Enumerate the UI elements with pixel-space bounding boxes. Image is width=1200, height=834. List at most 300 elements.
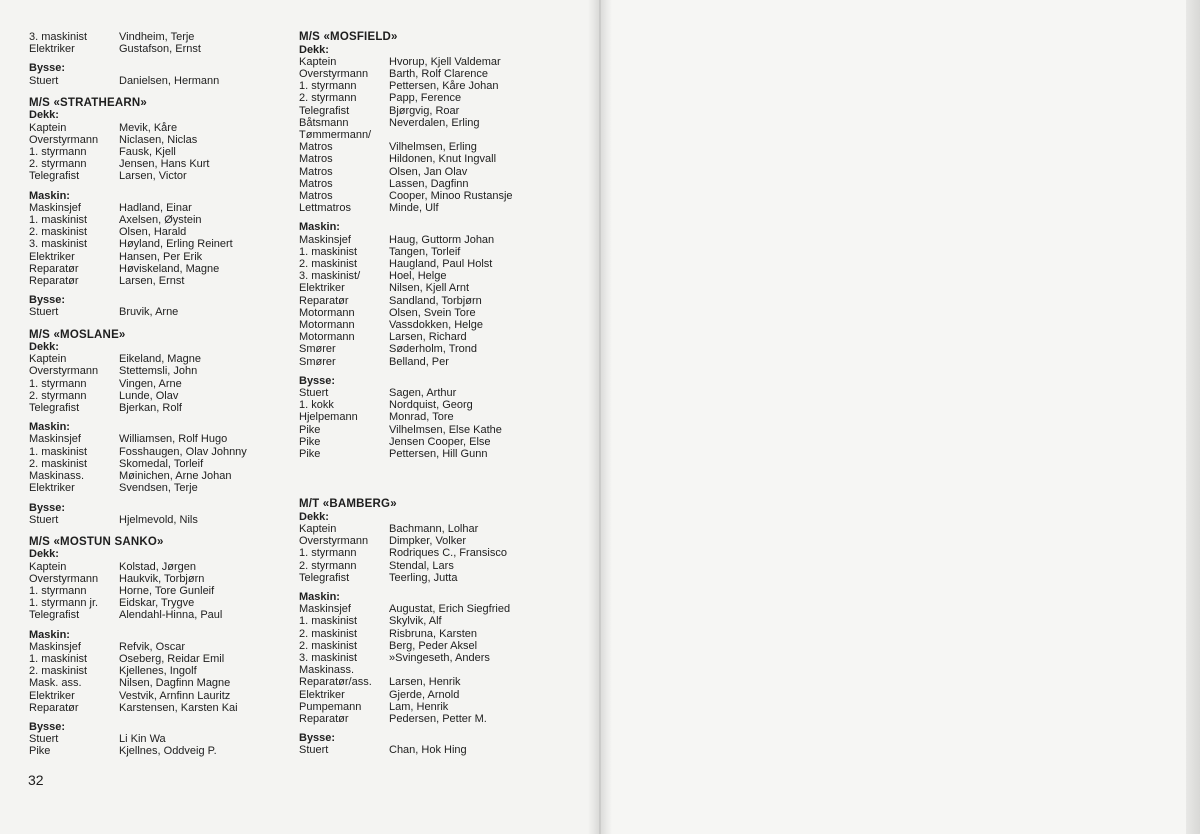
crew-row xyxy=(299,603,584,615)
crew-row xyxy=(29,31,299,43)
crew-name: Refvik, Oscar xyxy=(119,640,186,653)
crew-role: Maskinsjef xyxy=(299,233,351,246)
section-title: Maskin: xyxy=(29,421,70,434)
crew-row xyxy=(29,402,299,414)
crew-row xyxy=(29,458,299,470)
crew-name: Chan, Hok Hing xyxy=(389,744,467,757)
crew-row xyxy=(29,585,299,597)
crew-role: 1. maskinist xyxy=(29,653,88,666)
page-number: 32 xyxy=(28,772,44,788)
crew-section xyxy=(299,44,584,215)
crew-row xyxy=(29,306,299,318)
crew-row xyxy=(299,628,584,640)
crew-row xyxy=(29,745,299,757)
crew-role: Motormann xyxy=(299,318,355,331)
crew-role: 1. kokk xyxy=(299,399,334,412)
crew-role: Pike xyxy=(299,423,321,436)
crew-row xyxy=(299,399,584,411)
crew-row xyxy=(29,702,299,714)
crew-role: Reparatør xyxy=(299,294,349,307)
section-title: Bysse: xyxy=(299,374,336,387)
crew-name: Larsen, Henrik xyxy=(389,676,461,689)
crew-name: Fosshaugen, Olav Johnny xyxy=(119,445,247,458)
crew-name: Eikeland, Magne xyxy=(119,353,201,366)
crew-row xyxy=(29,122,299,134)
crew-name: Oseberg, Reidar Emil xyxy=(119,653,225,666)
crew-section xyxy=(29,31,299,55)
crew-row xyxy=(299,436,584,448)
crew-name: Nordquist, Georg xyxy=(389,399,473,412)
crew-name: Svendsen, Terje xyxy=(119,482,198,495)
crew-section xyxy=(29,190,299,288)
crew-role: 1. styrmann xyxy=(29,585,87,598)
crew-role: 2. styrmann xyxy=(299,559,357,572)
crew-role: 2. maskinist xyxy=(299,627,358,640)
crew-name: Minde, Ulf xyxy=(389,202,439,215)
crew-role: Matros xyxy=(299,153,333,166)
crew-role: Telegrafist xyxy=(29,402,80,415)
crew-row xyxy=(29,597,299,609)
right-page-blank xyxy=(600,0,1200,834)
crew-role: 2. maskinist xyxy=(299,257,358,270)
crew-row xyxy=(29,677,299,689)
ship-block xyxy=(299,498,584,756)
crew-name: Fausk, Kjell xyxy=(119,145,176,158)
page-edge xyxy=(1186,0,1200,834)
crew-row xyxy=(299,689,584,701)
crew-role: Maskinass. xyxy=(299,664,355,677)
crew-name: Vestvik, Arnfinn Lauritz xyxy=(119,689,231,702)
crew-name: Bjørgvig, Roar xyxy=(389,104,460,117)
crew-name: Bruvik, Arne xyxy=(119,306,179,319)
crew-role: 1. styrmann xyxy=(29,377,87,390)
crew-row xyxy=(299,523,584,535)
crew-name: Høyland, Erling Reinert xyxy=(119,238,233,251)
crew-row xyxy=(29,365,299,377)
crew-name: Danielsen, Hermann xyxy=(119,74,220,87)
crew-name: Vindheim, Terje xyxy=(119,31,195,43)
crew-row xyxy=(299,448,584,460)
crew-name: Skomedal, Torleif xyxy=(119,457,204,470)
crew-role: Elektriker xyxy=(299,688,345,701)
ship-title: M/S «STRATHEARN» xyxy=(29,96,147,109)
crew-section xyxy=(29,341,299,414)
crew-row xyxy=(299,676,584,688)
crew-name: Li Kin Wa xyxy=(119,733,166,746)
section-title: Maskin: xyxy=(29,189,70,202)
crew-name: Axelsen, Øystein xyxy=(119,213,202,226)
ship-block xyxy=(29,97,299,319)
crew-row xyxy=(299,664,584,676)
crew-role: Båtsmann xyxy=(299,116,349,129)
crew-name: Hvorup, Kjell Valdemar xyxy=(389,55,501,68)
crew-name: Tangen, Torleif xyxy=(389,245,461,258)
crew-role: Reparatør xyxy=(299,712,349,725)
crew-row xyxy=(299,56,584,68)
crew-name: Teerling, Jutta xyxy=(389,571,458,584)
crew-name: Nilsen, Dagfinn Magne xyxy=(119,677,231,690)
crew-name: Kjellenes, Ingolf xyxy=(119,665,197,678)
crew-role: Maskinass. xyxy=(29,470,85,483)
crew-name: Stendal, Lars xyxy=(389,559,454,572)
crew-role: Overstyrmann xyxy=(29,133,99,146)
crew-name: Olsen, Harald xyxy=(119,226,187,239)
crew-column-right xyxy=(299,31,584,767)
crew-row xyxy=(29,446,299,458)
crew-row xyxy=(299,80,584,92)
crew-row xyxy=(29,146,299,158)
crew-role: 2. maskinist xyxy=(29,457,88,470)
crew-role: 2. maskinist xyxy=(29,665,88,678)
crew-name: Vassdokken, Helge xyxy=(389,318,483,331)
crew-name xyxy=(389,129,584,141)
crew-name: Nilsen, Kjell Arnt xyxy=(389,282,470,295)
crew-name: Cooper, Minoo Rustansje xyxy=(389,189,513,202)
crew-role: 1. maskinist xyxy=(29,445,88,458)
crew-role: Elektriker xyxy=(29,43,75,56)
ship-title: M/T «BAMBERG» xyxy=(299,498,397,511)
crew-row xyxy=(29,202,299,214)
crew-role: Tømmermann/ xyxy=(299,128,372,141)
crew-row xyxy=(299,331,584,343)
crew-role: 1. styrmann xyxy=(29,145,87,158)
crew-role: Elektriker xyxy=(299,282,345,295)
crew-role: Matros xyxy=(299,177,333,190)
crew-section xyxy=(299,375,584,460)
crew-row xyxy=(29,690,299,702)
crew-row xyxy=(29,214,299,226)
crew-role: Kaptein xyxy=(29,560,67,573)
ship-title: M/S «MOSTUN SANKO» xyxy=(29,535,164,548)
crew-name: Berg, Peder Aksel xyxy=(389,639,478,652)
crew-role: Stuert xyxy=(29,513,59,526)
crew-row xyxy=(29,470,299,482)
crew-row xyxy=(29,251,299,263)
crew-row xyxy=(29,158,299,170)
crew-name: Gjerde, Arnold xyxy=(389,688,460,701)
crew-row xyxy=(299,166,584,178)
crew-role: 1. maskinist xyxy=(299,615,358,628)
crew-row xyxy=(299,270,584,282)
book-gutter xyxy=(588,0,612,834)
crew-name: Hjelmevold, Nils xyxy=(119,513,198,526)
crew-role: Stuert xyxy=(299,744,329,757)
crew-row xyxy=(299,190,584,202)
crew-role: 1. maskinist xyxy=(29,213,88,226)
crew-name: Bjerkan, Rolf xyxy=(119,402,182,415)
crew-name: Alendahl-Hinna, Paul xyxy=(119,609,223,622)
crew-row xyxy=(299,202,584,214)
crew-row xyxy=(299,411,584,423)
crew-row xyxy=(299,535,584,547)
crew-name: Møinichen, Arne Johan xyxy=(119,470,232,483)
crew-role: Smører xyxy=(299,343,336,356)
crew-row xyxy=(299,258,584,270)
crew-name: Vingen, Arne xyxy=(119,377,182,390)
crew-section xyxy=(29,548,299,621)
crew-section xyxy=(299,221,584,367)
crew-name: Rodriques C., Fransisco xyxy=(389,547,507,560)
crew-name: Jensen, Hans Kurt xyxy=(119,158,210,171)
section-title: Dekk: xyxy=(299,43,329,56)
crew-row xyxy=(29,609,299,621)
crew-role: Matros xyxy=(299,141,333,154)
crew-name: Larsen, Richard xyxy=(389,331,467,344)
crew-row xyxy=(29,514,299,526)
crew-name: Augustat, Erich Siegfried xyxy=(389,603,511,616)
crew-role: Overstyrmann xyxy=(299,67,369,80)
crew-name: Haug, Guttorm Johan xyxy=(389,233,495,246)
crew-name: Olsen, Jan Olav xyxy=(389,165,468,178)
crew-role: Telegrafist xyxy=(299,571,350,584)
crew-name: Eidskar, Trygve xyxy=(119,597,195,610)
crew-role: Kaptein xyxy=(299,55,337,68)
crew-name: Hildonen, Knut Ingvall xyxy=(389,153,497,166)
crew-name: Olsen, Svein Tore xyxy=(389,306,476,319)
crew-name: Haugland, Paul Holst xyxy=(389,257,493,270)
crew-role: Overstyrmann xyxy=(299,535,369,548)
crew-name: Pettersen, Kåre Johan xyxy=(389,80,499,93)
crew-role: 1. styrmann xyxy=(299,547,357,560)
ship-block xyxy=(29,329,299,526)
crew-role: 1. maskinist xyxy=(299,245,358,258)
crew-row xyxy=(29,43,299,55)
section-title: Dekk: xyxy=(299,510,329,523)
crew-name: Niclasen, Niclas xyxy=(119,133,198,146)
crew-role: Overstyrmann xyxy=(29,365,99,378)
crew-name: Sagen, Arthur xyxy=(389,386,457,399)
crew-section xyxy=(299,591,584,725)
crew-row xyxy=(299,68,584,80)
crew-name: Larsen, Ernst xyxy=(119,274,185,287)
section-title: Bysse: xyxy=(299,732,336,745)
crew-role: 2. styrmann xyxy=(29,389,87,402)
crew-row xyxy=(299,343,584,355)
crew-section xyxy=(299,732,584,756)
crew-role: Kaptein xyxy=(299,522,337,535)
crew-row xyxy=(299,295,584,307)
crew-row xyxy=(29,573,299,585)
ship-block xyxy=(299,31,584,460)
crew-row xyxy=(299,640,584,652)
crew-role: 3. maskinist xyxy=(29,238,88,251)
crew-name: »Svingeseth, Anders xyxy=(389,651,490,664)
crew-role: 3. maskinist xyxy=(299,651,358,664)
crew-name: Pedersen, Petter M. xyxy=(389,712,487,725)
crew-role: Overstyrmann xyxy=(29,572,99,585)
crew-row xyxy=(299,572,584,584)
crew-role: 3. maskinist xyxy=(29,31,88,43)
crew-role: Stuert xyxy=(29,733,59,746)
crew-row xyxy=(299,701,584,713)
crew-section xyxy=(29,421,299,494)
crew-role: Elektriker xyxy=(29,689,75,702)
crew-row xyxy=(29,75,299,87)
section-title: Bysse: xyxy=(29,62,66,75)
crew-name: Søderholm, Trond xyxy=(389,343,478,356)
crew-name: Lunde, Olav xyxy=(119,389,179,402)
crew-role: 1. styrmann xyxy=(299,80,357,93)
crew-name: Sandland, Torbjørn xyxy=(389,294,482,307)
crew-name: Stettemsli, John xyxy=(119,365,198,378)
crew-row xyxy=(29,390,299,402)
crew-column-left xyxy=(29,31,299,768)
crew-row xyxy=(299,282,584,294)
crew-name: Lam, Henrik xyxy=(389,700,449,713)
crew-section xyxy=(29,294,299,318)
crew-name: Neverdalen, Erling xyxy=(389,116,480,129)
crew-name: Bachmann, Lolhar xyxy=(389,522,479,535)
crew-row xyxy=(299,178,584,190)
section-title: Bysse: xyxy=(29,501,66,514)
crew-row xyxy=(29,665,299,677)
crew-row xyxy=(299,713,584,725)
crew-role: Stuert xyxy=(29,74,59,87)
crew-role: 2. maskinist xyxy=(299,639,358,652)
crew-section xyxy=(29,629,299,714)
section-title: Maskin: xyxy=(299,590,340,603)
crew-row xyxy=(29,275,299,287)
crew-role: 2. styrmann xyxy=(29,158,87,171)
crew-role: Maskinsjef xyxy=(29,433,81,446)
crew-row xyxy=(299,105,584,117)
crew-row xyxy=(299,547,584,559)
crew-name: Barth, Rolf Clarence xyxy=(389,67,489,80)
crew-name: Vilhelmsen, Else Kathe xyxy=(389,423,502,436)
crew-section xyxy=(29,62,299,86)
crew-name: Høviskeland, Magne xyxy=(119,262,220,275)
crew-name: Risbruna, Karsten xyxy=(389,627,478,640)
crew-row xyxy=(299,129,584,141)
crew-row xyxy=(299,387,584,399)
crew-name: Gustafson, Ernst xyxy=(119,43,201,56)
crew-role: Maskinsjef xyxy=(299,603,351,616)
crew-role: 1. styrmann jr. xyxy=(29,597,99,610)
crew-role: Stuert xyxy=(29,306,59,319)
crew-role: Elektriker xyxy=(29,482,75,495)
section-title: Dekk: xyxy=(29,548,59,561)
crew-role: Elektriker xyxy=(29,250,75,263)
crew-name: Hoel, Helge xyxy=(389,270,447,283)
crew-name: Mevik, Kåre xyxy=(119,121,178,134)
crew-row xyxy=(299,560,584,572)
crew-role: Maskinsjef xyxy=(29,640,81,653)
crew-name: Vilhelmsen, Erling xyxy=(389,141,477,154)
crew-section xyxy=(299,511,584,584)
crew-name xyxy=(389,664,584,676)
crew-row xyxy=(299,141,584,153)
crew-role: Reparatør xyxy=(29,701,79,714)
section-title: Bysse: xyxy=(29,294,66,307)
crew-name: Williamsen, Rolf Hugo xyxy=(119,433,228,446)
crew-role: Mask. ass. xyxy=(29,677,82,690)
crew-name: Skylvik, Alf xyxy=(389,615,442,628)
crew-name: Belland, Per xyxy=(389,355,449,368)
crew-role: Motormann xyxy=(299,306,355,319)
crew-section xyxy=(29,502,299,526)
ship-block xyxy=(29,31,299,87)
crew-name: Pettersen, Hill Gunn xyxy=(389,448,488,460)
crew-name: Jensen Cooper, Else xyxy=(389,435,491,448)
section-title: Maskin: xyxy=(29,628,70,641)
crew-role: Pike xyxy=(299,435,321,448)
crew-role: Telegrafist xyxy=(29,170,80,183)
crew-row xyxy=(29,433,299,445)
crew-role: Reparatør/ass. xyxy=(299,676,372,689)
crew-row xyxy=(299,652,584,664)
crew-row xyxy=(299,234,584,246)
crew-row xyxy=(29,653,299,665)
crew-role: Hjelpemann xyxy=(299,411,358,424)
crew-row xyxy=(29,353,299,365)
section-title: Bysse: xyxy=(29,721,66,734)
crew-row xyxy=(29,134,299,146)
crew-row xyxy=(29,238,299,250)
crew-role: Matros xyxy=(299,165,333,178)
crew-name: Karstensen, Karsten Kai xyxy=(119,701,238,714)
crew-name: Dimpker, Volker xyxy=(389,535,467,548)
crew-row xyxy=(299,307,584,319)
crew-role: Kaptein xyxy=(29,353,67,366)
crew-role: Kaptein xyxy=(29,121,67,134)
crew-role: Pumpemann xyxy=(299,700,362,713)
section-title: Dekk: xyxy=(29,341,59,354)
crew-name: Monrad, Tore xyxy=(389,411,454,424)
crew-name: Larsen, Victor xyxy=(119,170,187,183)
crew-role: 3. maskinist/ xyxy=(299,270,361,283)
crew-row xyxy=(29,378,299,390)
crew-name: Papp, Ference xyxy=(389,92,462,105)
crew-row xyxy=(299,744,584,756)
crew-row xyxy=(29,226,299,238)
crew-role: Matros xyxy=(299,189,333,202)
crew-role: Reparatør xyxy=(29,262,79,275)
crew-role: Smører xyxy=(299,355,336,368)
section-title: Maskin: xyxy=(299,221,340,234)
crew-role: Stuert xyxy=(299,386,329,399)
crew-row xyxy=(299,319,584,331)
crew-name: Hadland, Einar xyxy=(119,201,192,214)
ship-title: M/S «MOSLANE» xyxy=(29,328,126,341)
crew-row xyxy=(299,117,584,129)
section-title: Dekk: xyxy=(29,109,59,122)
crew-role: Telegrafist xyxy=(299,104,350,117)
crew-name: Haukvik, Torbjørn xyxy=(119,572,205,585)
crew-row xyxy=(299,246,584,258)
crew-name: Horne, Tore Gunleif xyxy=(119,585,215,598)
crew-row xyxy=(299,356,584,368)
crew-row xyxy=(29,482,299,494)
ship-title: M/S «MOSFIELD» xyxy=(299,31,398,43)
crew-row xyxy=(299,424,584,436)
crew-section xyxy=(29,109,299,182)
crew-row xyxy=(299,153,584,165)
crew-row xyxy=(29,733,299,745)
crew-role: Telegrafist xyxy=(29,609,80,622)
crew-role: Pike xyxy=(29,745,51,758)
crew-role: Reparatør xyxy=(29,274,79,287)
crew-name: Kolstad, Jørgen xyxy=(119,560,197,573)
crew-role: Motormann xyxy=(299,331,355,344)
crew-name: Kjellnes, Oddveig P. xyxy=(119,745,217,758)
crew-role: 2. styrmann xyxy=(299,92,357,105)
crew-role: Lettmatros xyxy=(299,202,351,215)
crew-row xyxy=(299,92,584,104)
crew-row xyxy=(29,561,299,573)
crew-name: Hansen, Per Erik xyxy=(119,250,203,263)
crew-row xyxy=(29,170,299,182)
crew-section xyxy=(29,721,299,758)
